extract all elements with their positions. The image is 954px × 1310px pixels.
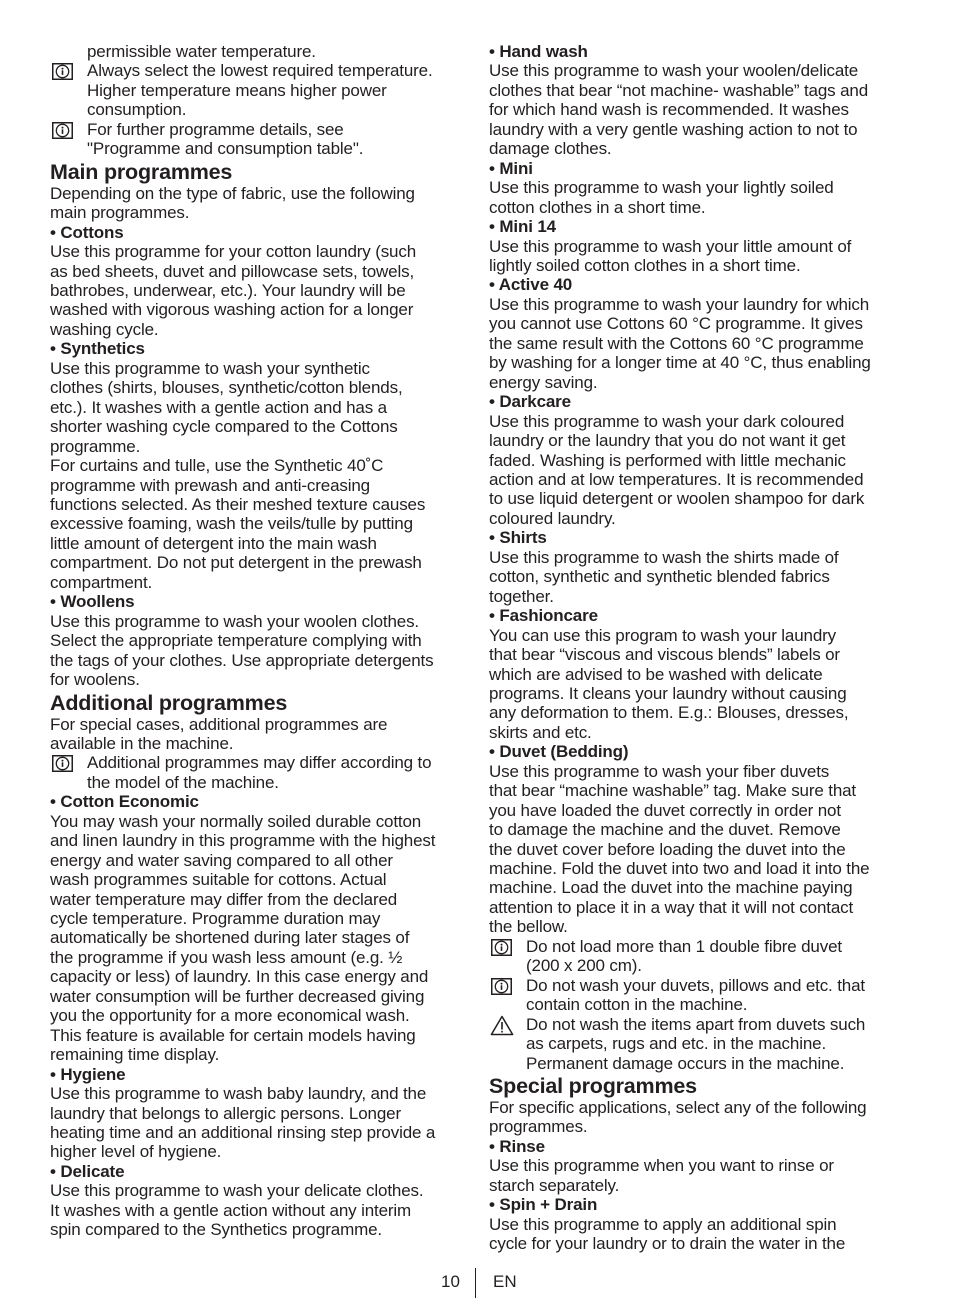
text-line: Use this programme to wash your woolen/delicate bbox=[489, 61, 859, 81]
programme-name: • Spin + Drain bbox=[489, 1195, 598, 1215]
text-line: Use this programme to apply an additional spin bbox=[489, 1214, 837, 1234]
info-icon bbox=[52, 122, 73, 139]
text-line: little amount of detergent into the main wash bbox=[50, 533, 377, 553]
paragraph bbox=[489, 295, 905, 392]
info-icon bbox=[52, 755, 73, 772]
paragraph bbox=[50, 1084, 468, 1162]
programme-name: • Delicate bbox=[50, 1161, 125, 1181]
warning-note bbox=[489, 1015, 905, 1073]
paragraph bbox=[489, 762, 905, 937]
text-line: clothes (shirts, blouses, synthetic/cotton blends, bbox=[50, 378, 403, 398]
paragraph bbox=[50, 242, 468, 339]
text-line: compartment. bbox=[50, 572, 153, 592]
text-line: Use this programme to wash your laundry for which bbox=[489, 294, 870, 314]
programme-name: • Hand wash bbox=[489, 42, 588, 61]
programme-name: • Shirts bbox=[489, 528, 547, 548]
text-line: wash programmes suitable for cottons. Actual bbox=[50, 870, 387, 890]
text-line: Use this programme to wash your synthetic bbox=[50, 358, 370, 378]
text-line: (200 x 200 cm). bbox=[526, 956, 642, 976]
programme-name: • Rinse bbox=[489, 1136, 545, 1156]
text-line: bathrobes, underwear, etc.). Your laundry will be bbox=[50, 280, 406, 300]
text-line: the model of the machine. bbox=[87, 772, 279, 792]
text-line: etc.). It washes with a gentle action and has a bbox=[50, 397, 387, 417]
text-line: as bed sheets, duvet and pillowcase sets, towels, bbox=[50, 261, 415, 281]
text-line: For curtains and tulle, use the Synthetic 40˚C bbox=[50, 456, 384, 476]
paragraph bbox=[489, 237, 905, 276]
text-line: the bellow. bbox=[489, 917, 568, 937]
text-line: Use this programme to wash your delicate clothes. bbox=[50, 1181, 424, 1201]
text-line: shorter washing cycle compared to the Cottons bbox=[50, 417, 398, 437]
text-line: laundry that belongs to allergic persons. Longer bbox=[50, 1103, 401, 1123]
programme-name: • Hygiene bbox=[50, 1064, 126, 1084]
text-line: damage clothes. bbox=[489, 139, 612, 159]
info-note bbox=[489, 976, 905, 1015]
page-footer bbox=[0, 1268, 954, 1298]
text-line: laundry or the laundry that you do not want it get bbox=[489, 431, 846, 451]
text-line: together. bbox=[489, 586, 554, 606]
text-line: Additional programmes may differ according to bbox=[87, 753, 432, 773]
info-icon bbox=[491, 939, 512, 956]
info-icon bbox=[52, 63, 73, 80]
text-line: skirts and etc. bbox=[489, 722, 592, 742]
programme-name: • Fashioncare bbox=[489, 606, 598, 626]
paragraph bbox=[50, 184, 468, 223]
text-line: machine. Fold the duvet into two and load it into the bbox=[489, 859, 870, 879]
text-line: energy and water saving compared to all other bbox=[50, 850, 393, 870]
text-line: action and at low temperatures. It is recommended bbox=[489, 469, 864, 489]
paragraph bbox=[50, 812, 468, 1065]
text-line: for woolens. bbox=[50, 670, 140, 690]
text-line: Use this programme to wash your woolen clothes. bbox=[50, 611, 420, 631]
text-line: energy saving. bbox=[489, 372, 598, 392]
text-line: It washes with a gentle action without any interim bbox=[50, 1200, 412, 1220]
text-line: available in the machine. bbox=[50, 733, 234, 753]
text-line: permissible water temperature. bbox=[87, 42, 316, 61]
text-line: water consumption will be further decreased giving bbox=[50, 986, 425, 1006]
text-line: higher level of hygiene. bbox=[50, 1142, 222, 1162]
programme-name: • Woollens bbox=[50, 592, 135, 612]
section-heading: Additional programmes bbox=[50, 690, 288, 715]
paragraph bbox=[489, 548, 905, 606]
text-line: machine. Load the duvet into the machine paying bbox=[489, 878, 853, 898]
text-line: Use this programme to wash baby laundry, and the bbox=[50, 1084, 427, 1104]
text-line: the same result with the Cottons 60 °C programme bbox=[489, 333, 864, 353]
section-heading: Main programmes bbox=[50, 159, 233, 184]
text-line: consumption. bbox=[87, 100, 187, 120]
text-line: which are advised to be washed with delicate bbox=[489, 664, 823, 684]
text-line: programme. bbox=[50, 436, 141, 456]
paragraph bbox=[50, 715, 468, 754]
text-line: to damage the machine and the duvet. Remove bbox=[489, 820, 841, 840]
text-line: cotton clothes in a short time. bbox=[489, 197, 706, 217]
text-line: heating time and an additional rinsing step provide a bbox=[50, 1123, 436, 1143]
text-line: Select the appropriate temperature complying with bbox=[50, 631, 422, 651]
text-line: For further programme details, see bbox=[87, 119, 344, 139]
paragraph bbox=[489, 61, 905, 158]
text-line: You can use this program to wash your laundry bbox=[489, 625, 836, 645]
info-note bbox=[50, 120, 468, 159]
text-line: laundry with a very gentle washing action to not to bbox=[489, 119, 858, 139]
text-line: you the opportunity for a more economical wash. bbox=[50, 1006, 410, 1026]
text-line: Higher temperature means higher power bbox=[87, 80, 387, 100]
section-heading: Special programmes bbox=[489, 1074, 697, 1099]
text-line: washed with vigorous washing action for a longer bbox=[50, 300, 414, 320]
paragraph bbox=[50, 359, 468, 592]
text-line: You may wash your normally soiled durable cotton bbox=[50, 811, 422, 831]
text-line: the programme if you wash less amount (e.g. ½ bbox=[50, 947, 403, 967]
text-line: programs. It cleans your laundry without causing bbox=[489, 683, 847, 703]
text-line: programmes. bbox=[489, 1117, 588, 1137]
text-line: for which hand wash is recommended. It washes bbox=[489, 100, 849, 120]
text-line: faded. Washing is performed with little mechanic bbox=[489, 450, 846, 470]
text-line: contain cotton in the machine. bbox=[526, 995, 748, 1015]
text-line: that bear “machine washable” tag. Make sure that bbox=[489, 781, 856, 801]
text-line: you cannot use Cottons 60 °C programme. It gives bbox=[489, 314, 863, 334]
paragraph bbox=[489, 412, 905, 529]
text-line: Use this programme to wash your fiber duvets bbox=[489, 761, 830, 781]
text-line: Use this programme to wash the shirts made of bbox=[489, 547, 839, 567]
text-line: excessive foaming, wash the veils/tulle by putting bbox=[50, 514, 413, 534]
text-line: functions selected. As their meshed texture causes bbox=[50, 494, 426, 514]
paragraph bbox=[489, 178, 905, 217]
text-line: water temperature may differ from the declared bbox=[50, 889, 398, 909]
paragraph bbox=[50, 42, 468, 61]
page-number: 10 bbox=[441, 1272, 460, 1291]
programme-name: • Mini bbox=[489, 158, 533, 178]
text-line: Use this programme to wash your dark coloured bbox=[489, 411, 845, 431]
paragraph bbox=[489, 626, 905, 743]
text-line: you have loaded the duvet correctly in order not bbox=[489, 800, 841, 820]
text-line: automatically be shortened during later stages of bbox=[50, 928, 410, 948]
text-line: attention to place it in a way that it will not contact bbox=[489, 897, 854, 917]
info-note bbox=[50, 753, 468, 792]
text-line: Do not wash the items apart from duvets such bbox=[526, 1014, 866, 1034]
text-line: Do not wash your duvets, pillows and etc. that bbox=[526, 975, 865, 995]
paragraph bbox=[489, 1156, 905, 1195]
info-icon bbox=[491, 978, 512, 995]
info-note bbox=[50, 61, 468, 119]
left-column bbox=[50, 42, 468, 1240]
programme-name: • Synthetics bbox=[50, 339, 145, 359]
text-line: Use this programme for your cotton laundry (such bbox=[50, 242, 417, 262]
text-line: and linen laundry in this programme with the highest bbox=[50, 831, 436, 851]
programme-name: • Mini 14 bbox=[489, 217, 556, 237]
paragraph bbox=[50, 1181, 468, 1239]
paragraph bbox=[50, 612, 468, 690]
text-line: as carpets, rugs and etc. in the machine. bbox=[526, 1034, 827, 1054]
programme-name: • Darkcare bbox=[489, 392, 571, 412]
text-line: This feature is available for certain models having bbox=[50, 1025, 416, 1045]
footer-divider bbox=[475, 1268, 476, 1298]
text-line: programme with prewash and anti-creasing bbox=[50, 475, 370, 495]
text-line: Use this programme to wash your little amount of bbox=[489, 236, 852, 256]
text-line: by washing for a longer time at 40 °C, thus enabling bbox=[489, 353, 871, 373]
text-line: Use this programme when you want to rinse or bbox=[489, 1156, 834, 1176]
text-line: For special cases, additional programmes are bbox=[50, 714, 388, 734]
text-line: "Programme and consumption table". bbox=[87, 139, 364, 159]
text-line: the duvet cover before loading the duvet into the bbox=[489, 839, 846, 859]
text-line: cotton, synthetic and synthetic blended fabrics bbox=[489, 567, 830, 587]
text-line: remaining time display. bbox=[50, 1045, 220, 1065]
text-line: For specific applications, select any of the following bbox=[489, 1098, 867, 1118]
text-line: Depending on the type of fabric, use the following bbox=[50, 183, 415, 203]
text-line: spin compared to the Synthetics programme. bbox=[50, 1220, 382, 1240]
programme-name: • Cotton Economic bbox=[50, 792, 199, 812]
right-column bbox=[489, 42, 905, 1254]
language-code: EN bbox=[493, 1272, 517, 1291]
text-line: that bear “viscous and viscous blends” labels or bbox=[489, 645, 840, 665]
text-line: Permanent damage occurs in the machine. bbox=[526, 1053, 845, 1073]
info-note bbox=[489, 937, 905, 976]
text-line: Use this programme to wash your lightly soiled bbox=[489, 178, 834, 198]
text-line: starch separately. bbox=[489, 1175, 620, 1195]
text-line: coloured laundry. bbox=[489, 508, 616, 528]
text-line: compartment. Do not put detergent in the prewash bbox=[50, 553, 422, 573]
paragraph bbox=[489, 1098, 905, 1137]
text-line: cycle temperature. Programme duration may bbox=[50, 909, 381, 929]
text-line: lightly soiled cotton clothes in a short time. bbox=[489, 255, 801, 275]
warning-icon bbox=[490, 1015, 514, 1036]
text-line: any deformation to them. E.g.: Blouses, dresses, bbox=[489, 703, 849, 723]
text-line: main programmes. bbox=[50, 203, 190, 223]
text-line: clothes that bear “not machine- washable” tags and bbox=[489, 80, 869, 100]
programme-name: • Duvet (Bedding) bbox=[489, 742, 629, 762]
text-line: the tags of your clothes. Use appropriate detergents bbox=[50, 650, 434, 670]
text-line: to use liquid detergent or woolen shampoo for dark bbox=[489, 489, 865, 509]
programme-name: • Active 40 bbox=[489, 275, 573, 295]
text-line: washing cycle. bbox=[50, 319, 159, 339]
text-line: Do not load more than 1 double fibre duvet bbox=[526, 936, 842, 956]
paragraph bbox=[489, 1215, 905, 1254]
text-line: cycle for your laundry or to drain the water in the bbox=[489, 1234, 846, 1254]
text-line: Always select the lowest required temperature. bbox=[87, 61, 433, 81]
programme-name: • Cottons bbox=[50, 222, 124, 242]
text-line: capacity or less) of laundry. In this case energy and bbox=[50, 967, 429, 987]
